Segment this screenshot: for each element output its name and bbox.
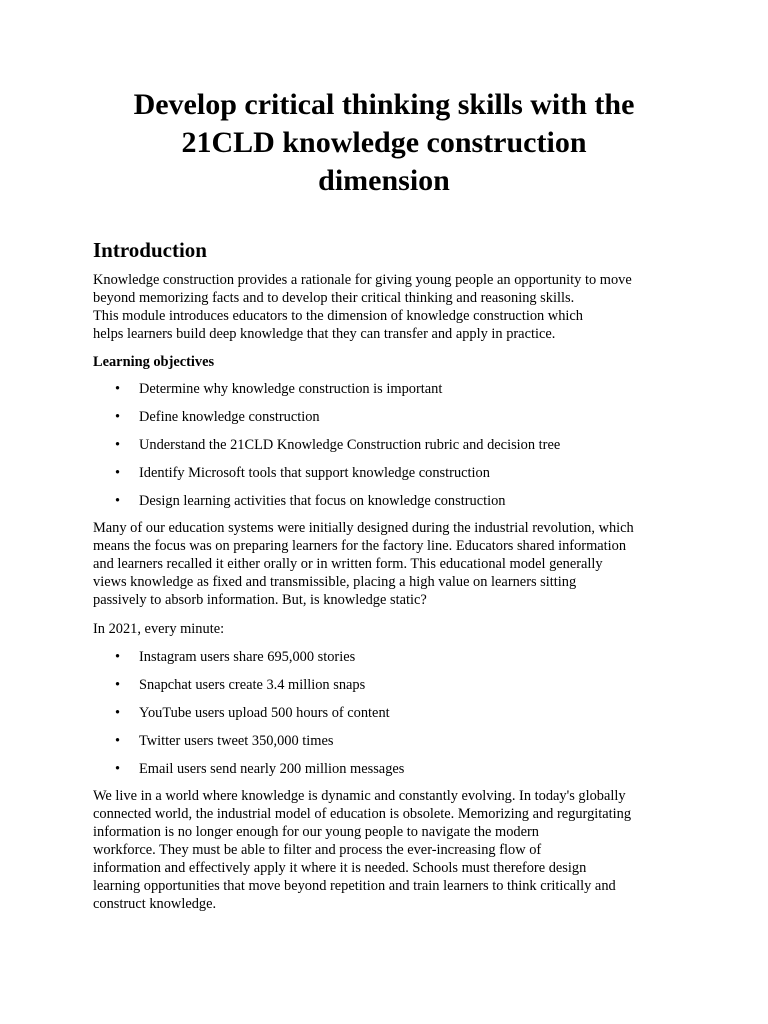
- list-item: [93, 408, 683, 436]
- title-line: Develop critical thinking skills with the: [133, 88, 635, 121]
- closing-paragraph: [93, 787, 683, 913]
- paragraph-line: and learners recalled it either orally or in written form. This educational model generally: [93, 556, 603, 572]
- list-item-text: Design learning activities that focus on knowledge construction: [139, 493, 506, 509]
- paragraph-line: information is no longer enough for our young people to navigate the modern: [93, 824, 540, 840]
- paragraph-line: Many of our education systems were initially designed during the industrial revolution, which: [93, 520, 634, 536]
- list-item-text: Instagram users share 695,000 stories: [139, 649, 356, 665]
- paragraph-line: This module introduces educators to the dimension of knowledge construction which: [93, 308, 583, 324]
- introduction-paragraph: [93, 271, 683, 343]
- every-minute-intro: In 2021, every minute:: [93, 621, 225, 637]
- paragraph-line: We live in a world where knowledge is dynamic and constantly evolving. In today's globally: [93, 788, 626, 804]
- list-item: [93, 380, 683, 408]
- paragraph-line: workforce. They must be able to filter and process the ever-increasing flow of: [93, 842, 542, 858]
- paragraph-line: construct knowledge.: [93, 896, 217, 912]
- learning-objectives-label: Learning objectives: [93, 354, 215, 370]
- paragraph-line: views knowledge as fixed and transmissible, placing a high value on learners sitting: [93, 574, 577, 590]
- title-line: dimension: [318, 164, 450, 197]
- list-item-text: Understand the 21CLD Knowledge Construction rubric and decision tree: [139, 437, 561, 453]
- list-item: [93, 732, 683, 760]
- bullet-icon: •: [115, 437, 121, 453]
- paragraph-line: means the focus was on preparing learners for the factory line. Educators shared information: [93, 538, 627, 554]
- bullet-icon: •: [115, 493, 121, 509]
- bullet-icon: •: [115, 705, 121, 721]
- paragraph-line: helps learners build deep knowledge that they can transfer and apply in practice.: [93, 326, 556, 342]
- paragraph-line: information and effectively apply it where it is needed. Schools must therefore design: [93, 860, 587, 876]
- paragraph-line: Knowledge construction provides a rationale for giving young people an opportunity to move: [93, 272, 632, 288]
- bullet-icon: •: [115, 677, 121, 693]
- title-line: 21CLD knowledge construction: [181, 126, 587, 159]
- list-item: [93, 676, 683, 704]
- paragraph-line: connected world, the industrial model of education is obsolete. Memorizing and regurgitating: [93, 806, 632, 822]
- list-item: [93, 760, 683, 788]
- paragraph-line: passively to absorb information. But, is knowledge static?: [93, 592, 427, 608]
- list-item: [93, 436, 683, 464]
- list-item-text: Determine why knowledge construction is important: [139, 381, 443, 397]
- bullet-icon: •: [115, 761, 121, 777]
- paragraph-line: beyond memorizing facts and to develop their critical thinking and reasoning skills.: [93, 290, 575, 306]
- list-item: [93, 648, 683, 676]
- list-item-text: YouTube users upload 500 hours of content: [139, 705, 390, 721]
- learning-objectives-list: [93, 380, 683, 520]
- bullet-icon: •: [115, 381, 121, 397]
- list-item: [93, 704, 683, 732]
- list-item-text: Define knowledge construction: [139, 409, 320, 425]
- bullet-icon: •: [115, 409, 121, 425]
- every-minute-list: [93, 648, 683, 788]
- list-item-text: Snapchat users create 3.4 million snaps: [139, 677, 366, 693]
- list-item-text: Twitter users tweet 350,000 times: [139, 733, 334, 749]
- paragraph-line: learning opportunities that move beyond repetition and train learners to think critically and: [93, 878, 616, 894]
- bullet-icon: •: [115, 733, 121, 749]
- list-item: [93, 464, 683, 492]
- education-paragraph: [93, 519, 683, 609]
- list-item-text: Identify Microsoft tools that support knowledge construction: [139, 465, 490, 481]
- bullet-icon: •: [115, 465, 121, 481]
- page-title: [93, 86, 675, 200]
- introduction-heading: Introduction: [93, 238, 207, 262]
- bullet-icon: •: [115, 649, 121, 665]
- list-item-text: Email users send nearly 200 million messages: [139, 761, 405, 777]
- list-item: [93, 492, 683, 520]
